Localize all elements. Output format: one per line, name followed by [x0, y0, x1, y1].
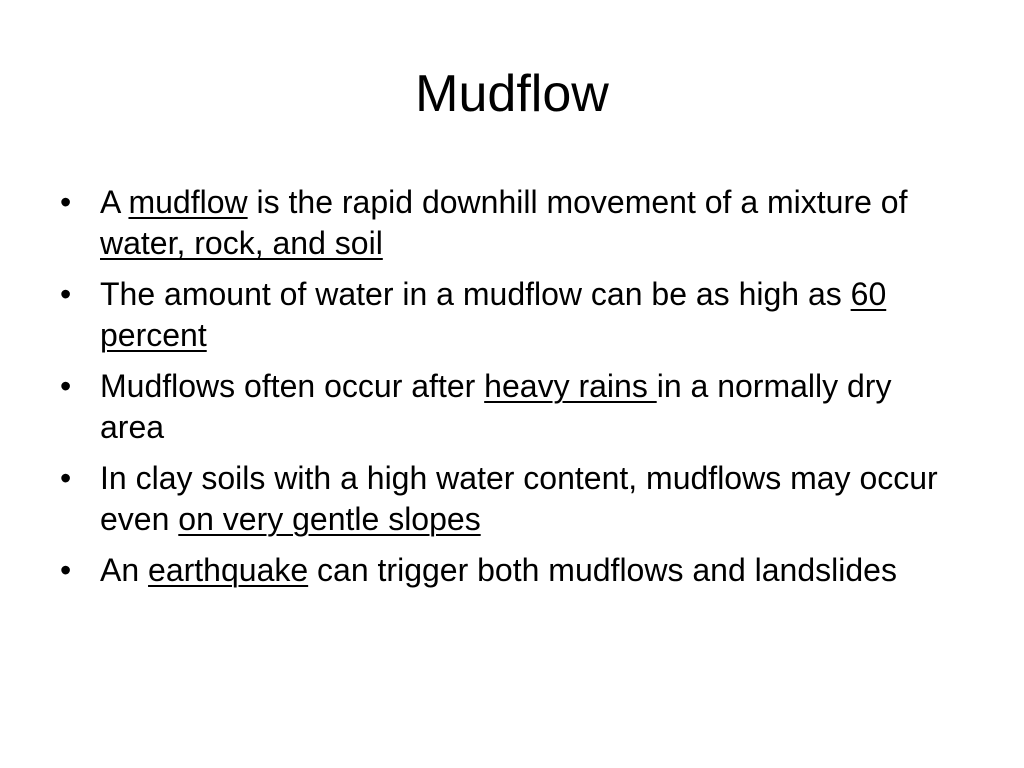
- bullet-text: [100, 184, 907, 261]
- bullet-item-heavy-rains: [60, 366, 960, 448]
- text-run: An: [100, 552, 149, 588]
- bullet-item-mudflow-definition: [60, 182, 960, 264]
- underlined-term: mudflow: [128, 184, 248, 220]
- text-run: A: [100, 184, 129, 220]
- text-run: In clay soils with a high water content, mudflows may occur even: [100, 460, 938, 537]
- underlined-term: on very gentle slopes: [178, 501, 481, 537]
- text-run: in a normally dry area: [100, 368, 892, 445]
- text-run: can trigger both mudflows and landslides: [308, 552, 897, 588]
- bullet-item-clay-soils: [60, 458, 960, 540]
- bullet-item-earthquake: [60, 550, 960, 591]
- text-run: is the rapid downhill movement of a mixture of: [247, 184, 908, 220]
- bullet-icon: •: [60, 368, 72, 404]
- underlined-term: 60 percent: [100, 276, 887, 353]
- underlined-term: earthquake: [148, 552, 309, 588]
- underlined-term: heavy rains: [484, 368, 657, 404]
- bullet-text: [100, 460, 938, 537]
- underlined-term: water, rock, and soil: [100, 225, 383, 261]
- bullet-text: [100, 368, 891, 445]
- bullet-icon: •: [60, 460, 72, 496]
- text-run: The amount of water in a mudflow can be as high as: [100, 276, 851, 312]
- bullet-item-water-amount: [60, 274, 960, 356]
- bullet-list: [60, 182, 960, 601]
- bullet-text: [100, 552, 897, 588]
- slide-title: Mudflow: [415, 65, 609, 123]
- bullet-icon: •: [60, 184, 72, 220]
- text-run: Mudflows often occur after: [100, 368, 485, 404]
- bullet-icon: •: [60, 552, 72, 588]
- bullet-text: [100, 276, 886, 353]
- bullet-icon: •: [60, 276, 72, 312]
